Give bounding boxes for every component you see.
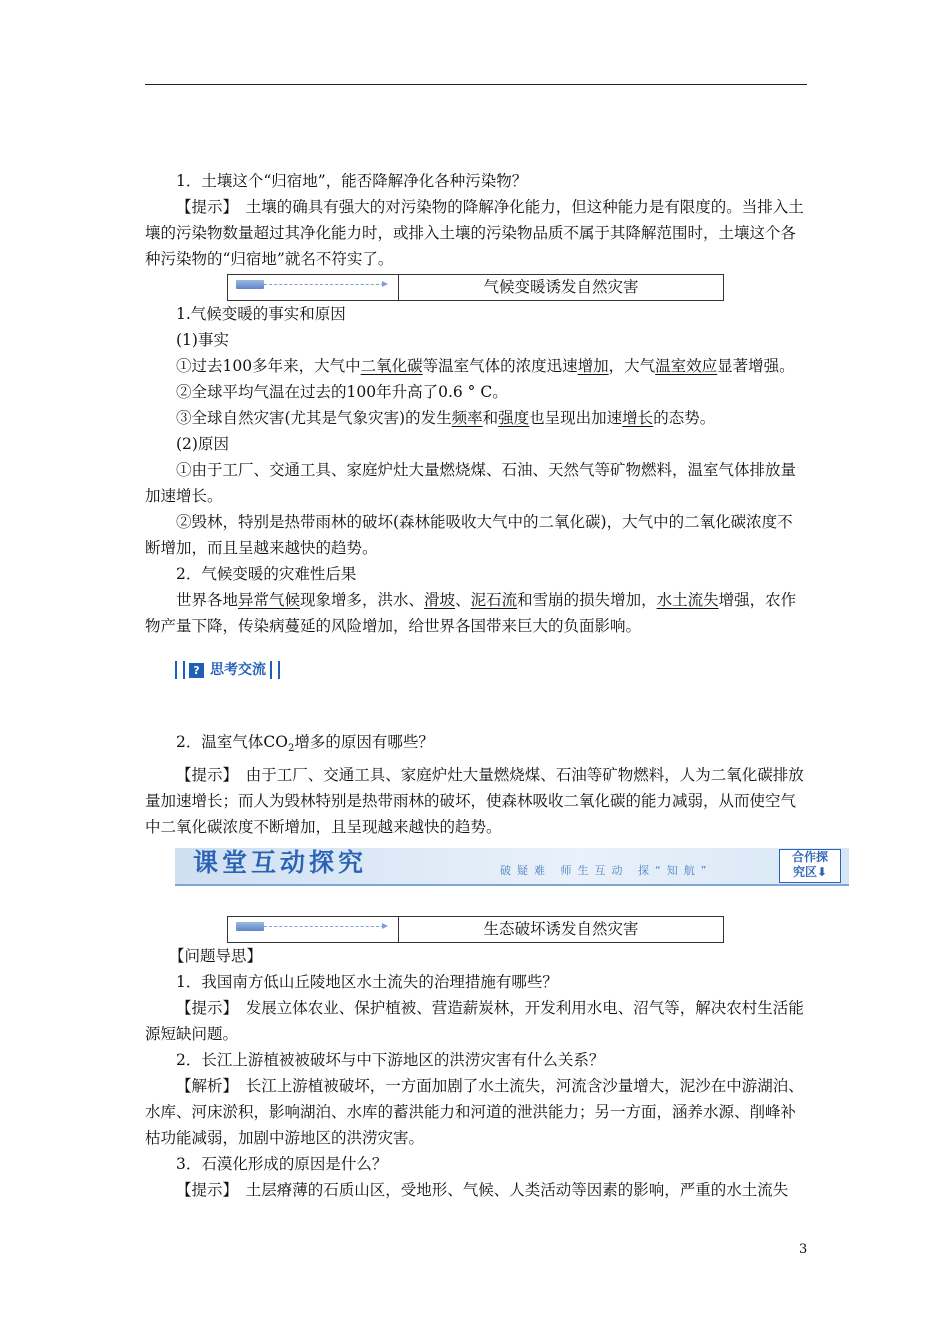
banner-badge: 合作探 究区⬇	[779, 849, 841, 883]
arrow-icon	[264, 926, 384, 927]
guide-answer-2: 【解析】 长江上游植被破坏，一方面加剧了水土流失，河流含沙量增大，泥沙在中游湖泊、水库、河床淤积，影响湖泊、水库的蓄洪能力和河道的泄洪能力；另一方面，涵养水源、削峰补枯功能减弱，加剧中游地区的洪涝灾害。	[145, 1077, 804, 1148]
section-tag	[228, 275, 399, 300]
cause-2: ②毁林，特别是热带雨林的破坏(森林能吸收大气中的二氧化碳)，大气中的二氧化碳浓度不断增加，而且呈越来越快的趋势。	[145, 513, 793, 557]
guide-answer-3: 【提示】 土层瘠薄的石质山区，受地形、气候、人类活动等因素的影响，严重的水土流失	[176, 1181, 789, 1200]
section-1-title: 1.气候变暖的事实和原因	[176, 305, 346, 323]
page-number: 3	[799, 1242, 808, 1257]
consequence-paragraph: 世界各地异常气候现象增多，洪水、滑坡、泥石流和雪崩的损失增加，水土流失增强，农作物产量下降，传染病蔓延的风险增加，给世界各国带来巨大的负面影响。	[145, 591, 797, 635]
classroom-interaction-banner	[175, 848, 849, 886]
question-mark-icon: ?	[189, 663, 204, 678]
section-box-title: 气候变暖诱发自然灾害	[483, 278, 639, 296]
hint-label: 【提示】	[176, 999, 231, 1018]
hint-label: 【提示】	[176, 1181, 231, 1200]
tag-chip-icon	[236, 922, 264, 931]
think-label: 思考交流	[210, 662, 266, 678]
header-rule	[145, 84, 807, 85]
guide-question-3: 3．石漠化形成的原因是什么？	[176, 1155, 388, 1174]
fact-1: ①过去100多年来，大气中二氧化碳等温室气体的浓度迅速增加，大气温室效应显著增强。	[176, 357, 795, 375]
bars-icon	[270, 661, 280, 679]
page-content	[145, 168, 828, 1203]
section-box-title: 生态破坏诱发自然灾害	[483, 920, 639, 939]
think-exchange-heading	[175, 659, 807, 681]
banner-subtitle: 破疑难 师生互动 探“知航”	[500, 864, 713, 878]
banner-title: 课堂互动探究	[193, 848, 368, 878]
section-tag	[228, 917, 399, 942]
analysis-label: 【解析】	[176, 1077, 231, 1096]
answer-1: 【提示】 土壤的确具有强大的对污染物的降解净化能力，但这种能力是有限度的。当排入土壤的污染物数量超过其净化能力时，或排入土壤的污染物品质不属于其降解范围时，土壤这个各种污染物的“归宿地”就名不符实了。	[145, 198, 804, 268]
hint-label: 【提示】	[176, 766, 231, 785]
answer-2: 【提示】 由于工厂、交通工具、家庭炉灶大量燃烧煤、石油等矿物燃料，人为二氧化碳排放量加速增长；而人为毁林特别是热带雨林的破坏，使森林吸收二氧化碳的能力减弱，从而使空气中二氧化碳浓度不断增加，且呈现越来越快的趋势。	[145, 766, 804, 837]
question-1: 1．土壤这个“归宿地”，能否降解净化各种污染物？	[176, 172, 528, 190]
question-2: 2．温室气体$CO_2$增多的原因有哪些？	[176, 733, 434, 755]
arrow-icon	[264, 284, 384, 285]
guide-label: 【问题导思】	[169, 947, 263, 966]
bars-icon	[175, 661, 185, 679]
guide-question-2: 2．长江上游植被被破坏与中下游地区的洪涝灾害有什么关系？	[176, 1051, 605, 1070]
tag-chip-icon	[236, 280, 264, 289]
guide-question-1: 1．我国南方低山丘陵地区水土流失的治理措施有哪些？	[176, 973, 558, 992]
section-box-ecology	[227, 916, 724, 943]
guide-answer-1: 【提示】 发展立体农业、保护植被、营造薪炭林，开发利用水电、沼气等，解决农村生活能源短缺问题。	[145, 999, 804, 1044]
fact-3: ③全球自然灾害(尤其是气象灾害)的发生频率和强度也呈现出加速增长的态势。	[176, 409, 716, 427]
section-2-title: 2．气候变暖的灾难性后果	[176, 565, 357, 583]
section-box-climate	[227, 274, 724, 301]
cause-1: ①由于工厂、交通工具、家庭炉灶大量燃烧煤、石油、天然气等矿物燃料，温室气体排放量加速增长。	[145, 461, 797, 505]
hint-label: 【提示】	[176, 198, 231, 216]
fact-2: ②全球平均气温在过去的100年升高了0.6 ° C。	[176, 383, 508, 401]
subsection-causes: (2)原因	[176, 435, 229, 453]
subsection-facts: (1)事实	[176, 331, 229, 349]
